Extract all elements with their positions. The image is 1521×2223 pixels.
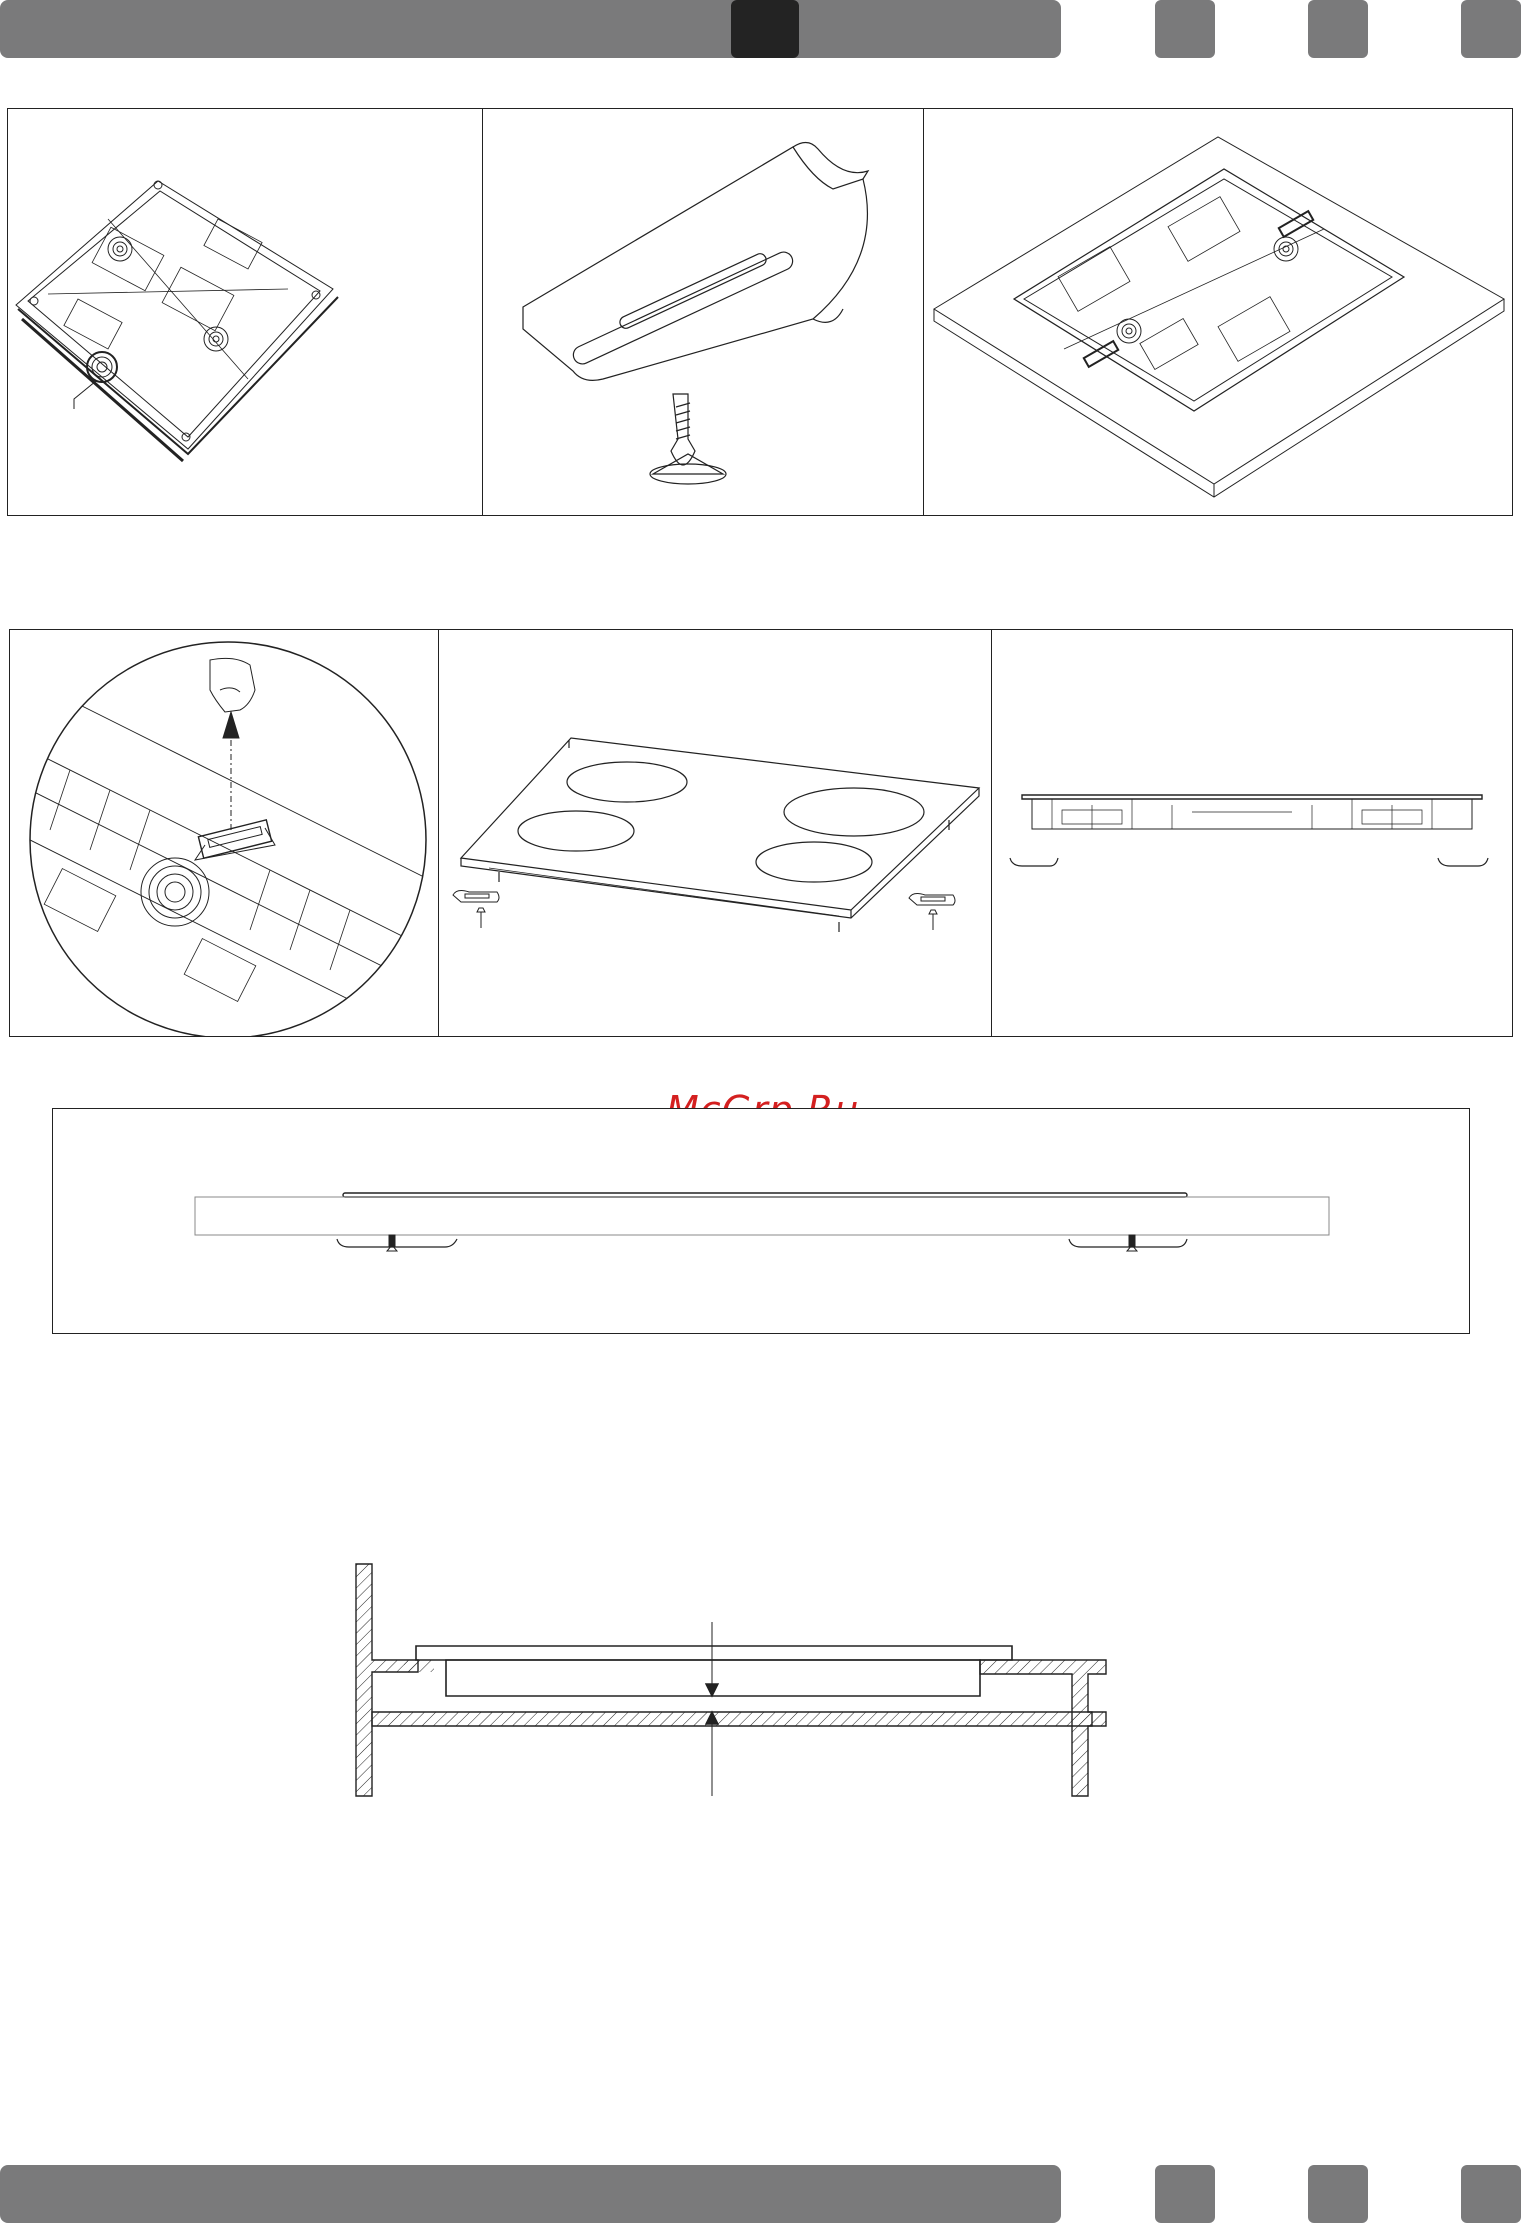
figure-hob-with-clips-exploded — [438, 629, 992, 1037]
figure-cabinet-cross-section-clearance — [350, 1560, 1110, 1800]
header-bar — [0, 0, 1061, 58]
footer-bar — [0, 2165, 1061, 2223]
header-active-tab[interactable] — [731, 0, 799, 58]
figure-hob-on-worktop-underside — [923, 108, 1513, 516]
header-tab-3[interactable] — [1461, 0, 1521, 58]
footer-tab-3[interactable] — [1461, 2165, 1521, 2223]
figure-clip-insertion-detail — [9, 629, 439, 1037]
figure-mounting-clip-and-screw — [482, 108, 924, 516]
figure-hob-side-view-with-clips — [991, 629, 1513, 1037]
figure-hob-bottom-with-seal-tape — [7, 108, 483, 516]
footer-tab-1[interactable] — [1155, 2165, 1215, 2223]
footer-tab-2[interactable] — [1308, 2165, 1368, 2223]
header-tab-1[interactable] — [1155, 0, 1215, 58]
header-tab-2[interactable] — [1308, 0, 1368, 58]
figure-hob-installed-in-worktop-section — [52, 1108, 1470, 1334]
